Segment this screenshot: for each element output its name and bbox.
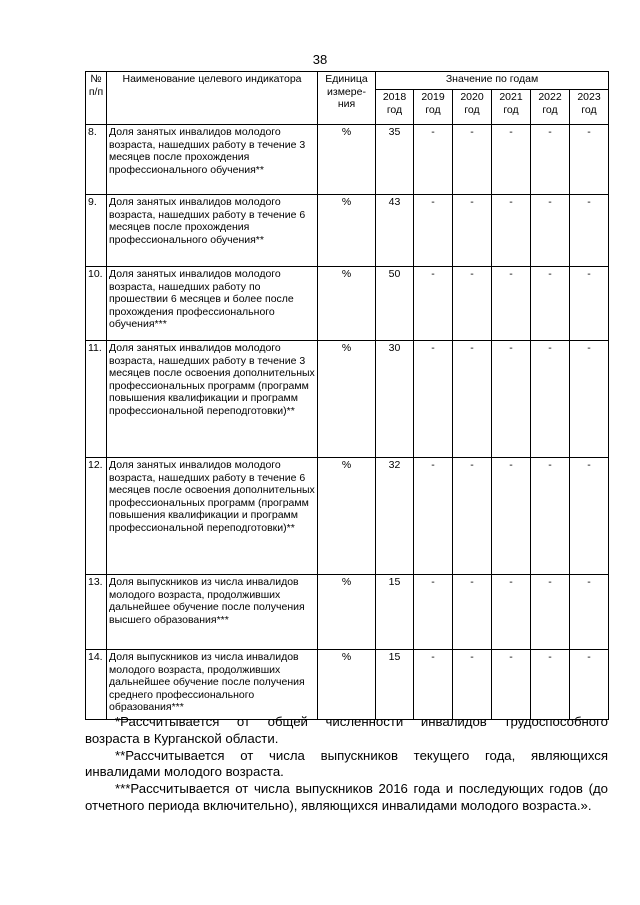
value-cell: - [492,575,531,650]
value-cell: - [531,341,570,458]
footnote-2: **Рассчитывается от числа выпускников текущего года, являющихся инвалидами молодого возраста. [85,747,608,780]
row-number: 14. [86,650,107,720]
value-cell: 35 [376,125,414,195]
value-cell: 15 [376,575,414,650]
header-year-2023 [570,90,609,125]
value-cell: - [570,341,609,458]
indicator-name: Доля выпускников из числа инвалидов молодого возраста, продолживших дальнейшее обучение после получения высшего образования*** [107,575,318,650]
footnote-3: ***Рассчитывается от числа выпускников 2016 года и последующих годов (до отчетного периода включительно), являющихся инвалидами молодого возраста.». [85,781,608,813]
table-body [86,125,609,720]
footnote-1-line-1: *Рассчитывается от общей численности инвалидов трудоспособного [115,714,608,729]
value-cell: - [414,195,453,267]
target-indicators-table [85,71,609,720]
footnote-1-line-2: возраста в Курганской области. [85,730,279,746]
value-cell: - [531,458,570,575]
value-cell: - [414,458,453,575]
footnotes [85,714,608,815]
value-cell: - [414,650,453,720]
unit-cell: % [318,341,376,458]
indicator-name: Доля занятых инвалидов молодого возраста, нашедших работу по прошествии 6 месяцев и более после прохождения профессионального обучения*** [107,267,318,341]
value-cell: - [570,267,609,341]
indicator-name: Доля выпускников из числа инвалидов молодого возраста, продолживших дальнейшее обучение после получения среднего профессионального образования*** [107,650,318,720]
value-cell: 50 [376,267,414,341]
value-cell: - [492,341,531,458]
header-year-label: год [464,104,480,116]
value-cell: - [453,458,492,575]
header-year-label: год [542,104,558,116]
indicator-name: Доля занятых инвалидов молодого возраста, нашедших работу в течение 3 месяцев после прохождения профессионального обучения** [107,125,318,195]
value-cell: 15 [376,650,414,720]
value-cell: - [492,650,531,720]
table-row [86,575,609,650]
header-year-value: 2018 [382,91,407,103]
value-cell: - [570,125,609,195]
header-year-label: год [581,104,597,116]
unit-cell: % [318,195,376,267]
table-row [86,341,609,458]
header-year-label: год [425,104,441,116]
row-number: 11. [86,341,107,458]
table-row [86,650,609,720]
unit-cell: % [318,267,376,341]
value-cell: - [453,341,492,458]
indicator-name: Доля занятых инвалидов молодого возраста, нашедших работу в течение 6 месяцев после освоения дополнительных профессиональных программ (программ повышения квалификации и программ профессиональной переподготовки)** [107,458,318,575]
value-cell: - [531,650,570,720]
unit-cell: % [318,458,376,575]
value-cell: - [570,575,609,650]
table-row [86,267,609,341]
value-cell: - [531,195,570,267]
table-row [86,458,609,575]
header-num: № п/п [86,72,107,125]
value-cell: - [414,575,453,650]
row-number: 9. [86,195,107,267]
value-cell: - [531,267,570,341]
value-cell: 30 [376,341,414,458]
value-cell: - [570,195,609,267]
header-year-2018 [376,90,414,125]
value-cell: 43 [376,195,414,267]
header-year-2022 [531,90,570,125]
value-cell: - [570,650,609,720]
value-cell: - [414,125,453,195]
header-year-label: год [503,104,519,116]
value-cell: - [492,267,531,341]
value-cell: - [531,575,570,650]
page-number: 38 [312,52,328,67]
header-year-value: 2021 [499,91,523,103]
row-number: 13. [86,575,107,650]
value-cell: - [453,575,492,650]
header-year-2020 [453,90,492,125]
value-cell: - [453,125,492,195]
value-cell: - [414,267,453,341]
value-cell: - [492,458,531,575]
header-year-value: 2020 [460,91,484,103]
header-name: Наименование целевого индикатора [107,72,318,125]
row-number: 10. [86,267,107,341]
header-year-2019 [414,90,453,125]
header-year-value: 2023 [577,91,601,103]
value-cell: - [453,650,492,720]
row-number: 12. [86,458,107,575]
unit-cell: % [318,575,376,650]
value-cell: - [531,125,570,195]
header-year-value: 2022 [538,91,562,103]
header-values-by-year: Значение по годам [376,72,609,90]
header-year-value: 2019 [421,91,445,103]
table-row [86,125,609,195]
unit-cell: % [318,125,376,195]
row-number: 8. [86,125,107,195]
indicator-name: Доля занятых инвалидов молодого возраста, нашедших работу в течение 3 месяцев после освоения дополнительных профессиональных программ (программ повышения квалификации и программ профессиональной переподготовки)** [107,341,318,458]
indicator-name: Доля занятых инвалидов молодого возраста, нашедших работу в течение 6 месяцев после прохождения профессионального обучения** [107,195,318,267]
table-row [86,195,609,267]
header-year-2021 [492,90,531,125]
value-cell: 32 [376,458,414,575]
value-cell: - [453,195,492,267]
value-cell: - [414,341,453,458]
value-cell: - [570,458,609,575]
value-cell: - [453,267,492,341]
header-year-label: год [386,104,403,116]
unit-cell: % [318,650,376,720]
value-cell: - [492,125,531,195]
header-unit: Единица измере-ния [318,72,376,125]
value-cell: - [492,195,531,267]
